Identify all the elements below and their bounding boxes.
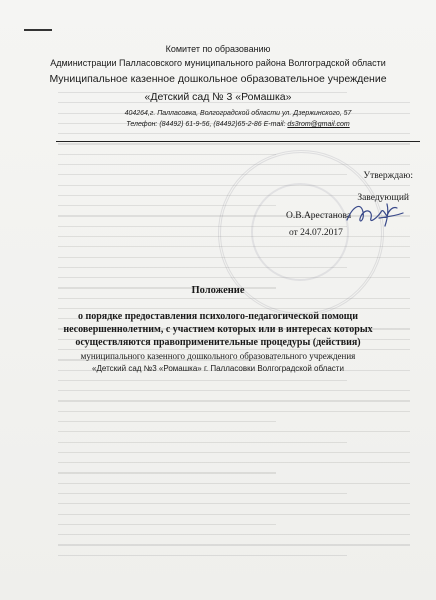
institution-name-line2: «Детский сад № 3 «Ромашка» bbox=[144, 91, 292, 103]
document-title-line2: несовершеннолетним, с участием которых или в интересах которых bbox=[63, 324, 373, 335]
approval-date: от 24.07.2017 bbox=[289, 228, 343, 238]
institution-address: 404264,г. Палласовка, Волгоградской области ул. Дзержинского, 57 bbox=[124, 110, 352, 117]
signature-image bbox=[343, 198, 405, 228]
document-title-line1: о порядке предоставления психолого-педагогической помощи bbox=[77, 311, 359, 322]
document-title-line5: «Детский сад №3 «Ромашка» г. Палласовки Волгоградской области bbox=[92, 364, 344, 373]
document-title-line4: муниципального казенного дошкольного образовательного учреждения bbox=[80, 351, 356, 361]
committee-name: Комитет по образованию bbox=[165, 44, 271, 54]
institution-name-line1: Муниципальное казенное дошкольное образовательное учреждение bbox=[49, 73, 387, 85]
institution-contacts bbox=[20, 121, 436, 128]
phone-text: Телефон: (84492) 61-9-56, (84492)65-2-86 E-mail: bbox=[126, 121, 288, 128]
scan-mark bbox=[24, 29, 52, 31]
document-title-line3: осуществляются правоприменительные процедуры (действия) bbox=[75, 337, 361, 348]
header-divider bbox=[56, 141, 420, 142]
approver-name: О.В.Арестанова bbox=[286, 211, 352, 221]
administration-name: Администрации Палласовского муниципального района Волгоградской области bbox=[50, 58, 386, 68]
approval-label: Утверждаю: bbox=[363, 171, 413, 181]
email-link[interactable]: ds3rom@gmail.com bbox=[287, 121, 350, 128]
approver-position: Заведующий bbox=[357, 193, 409, 203]
document-type: Положение bbox=[191, 285, 245, 296]
